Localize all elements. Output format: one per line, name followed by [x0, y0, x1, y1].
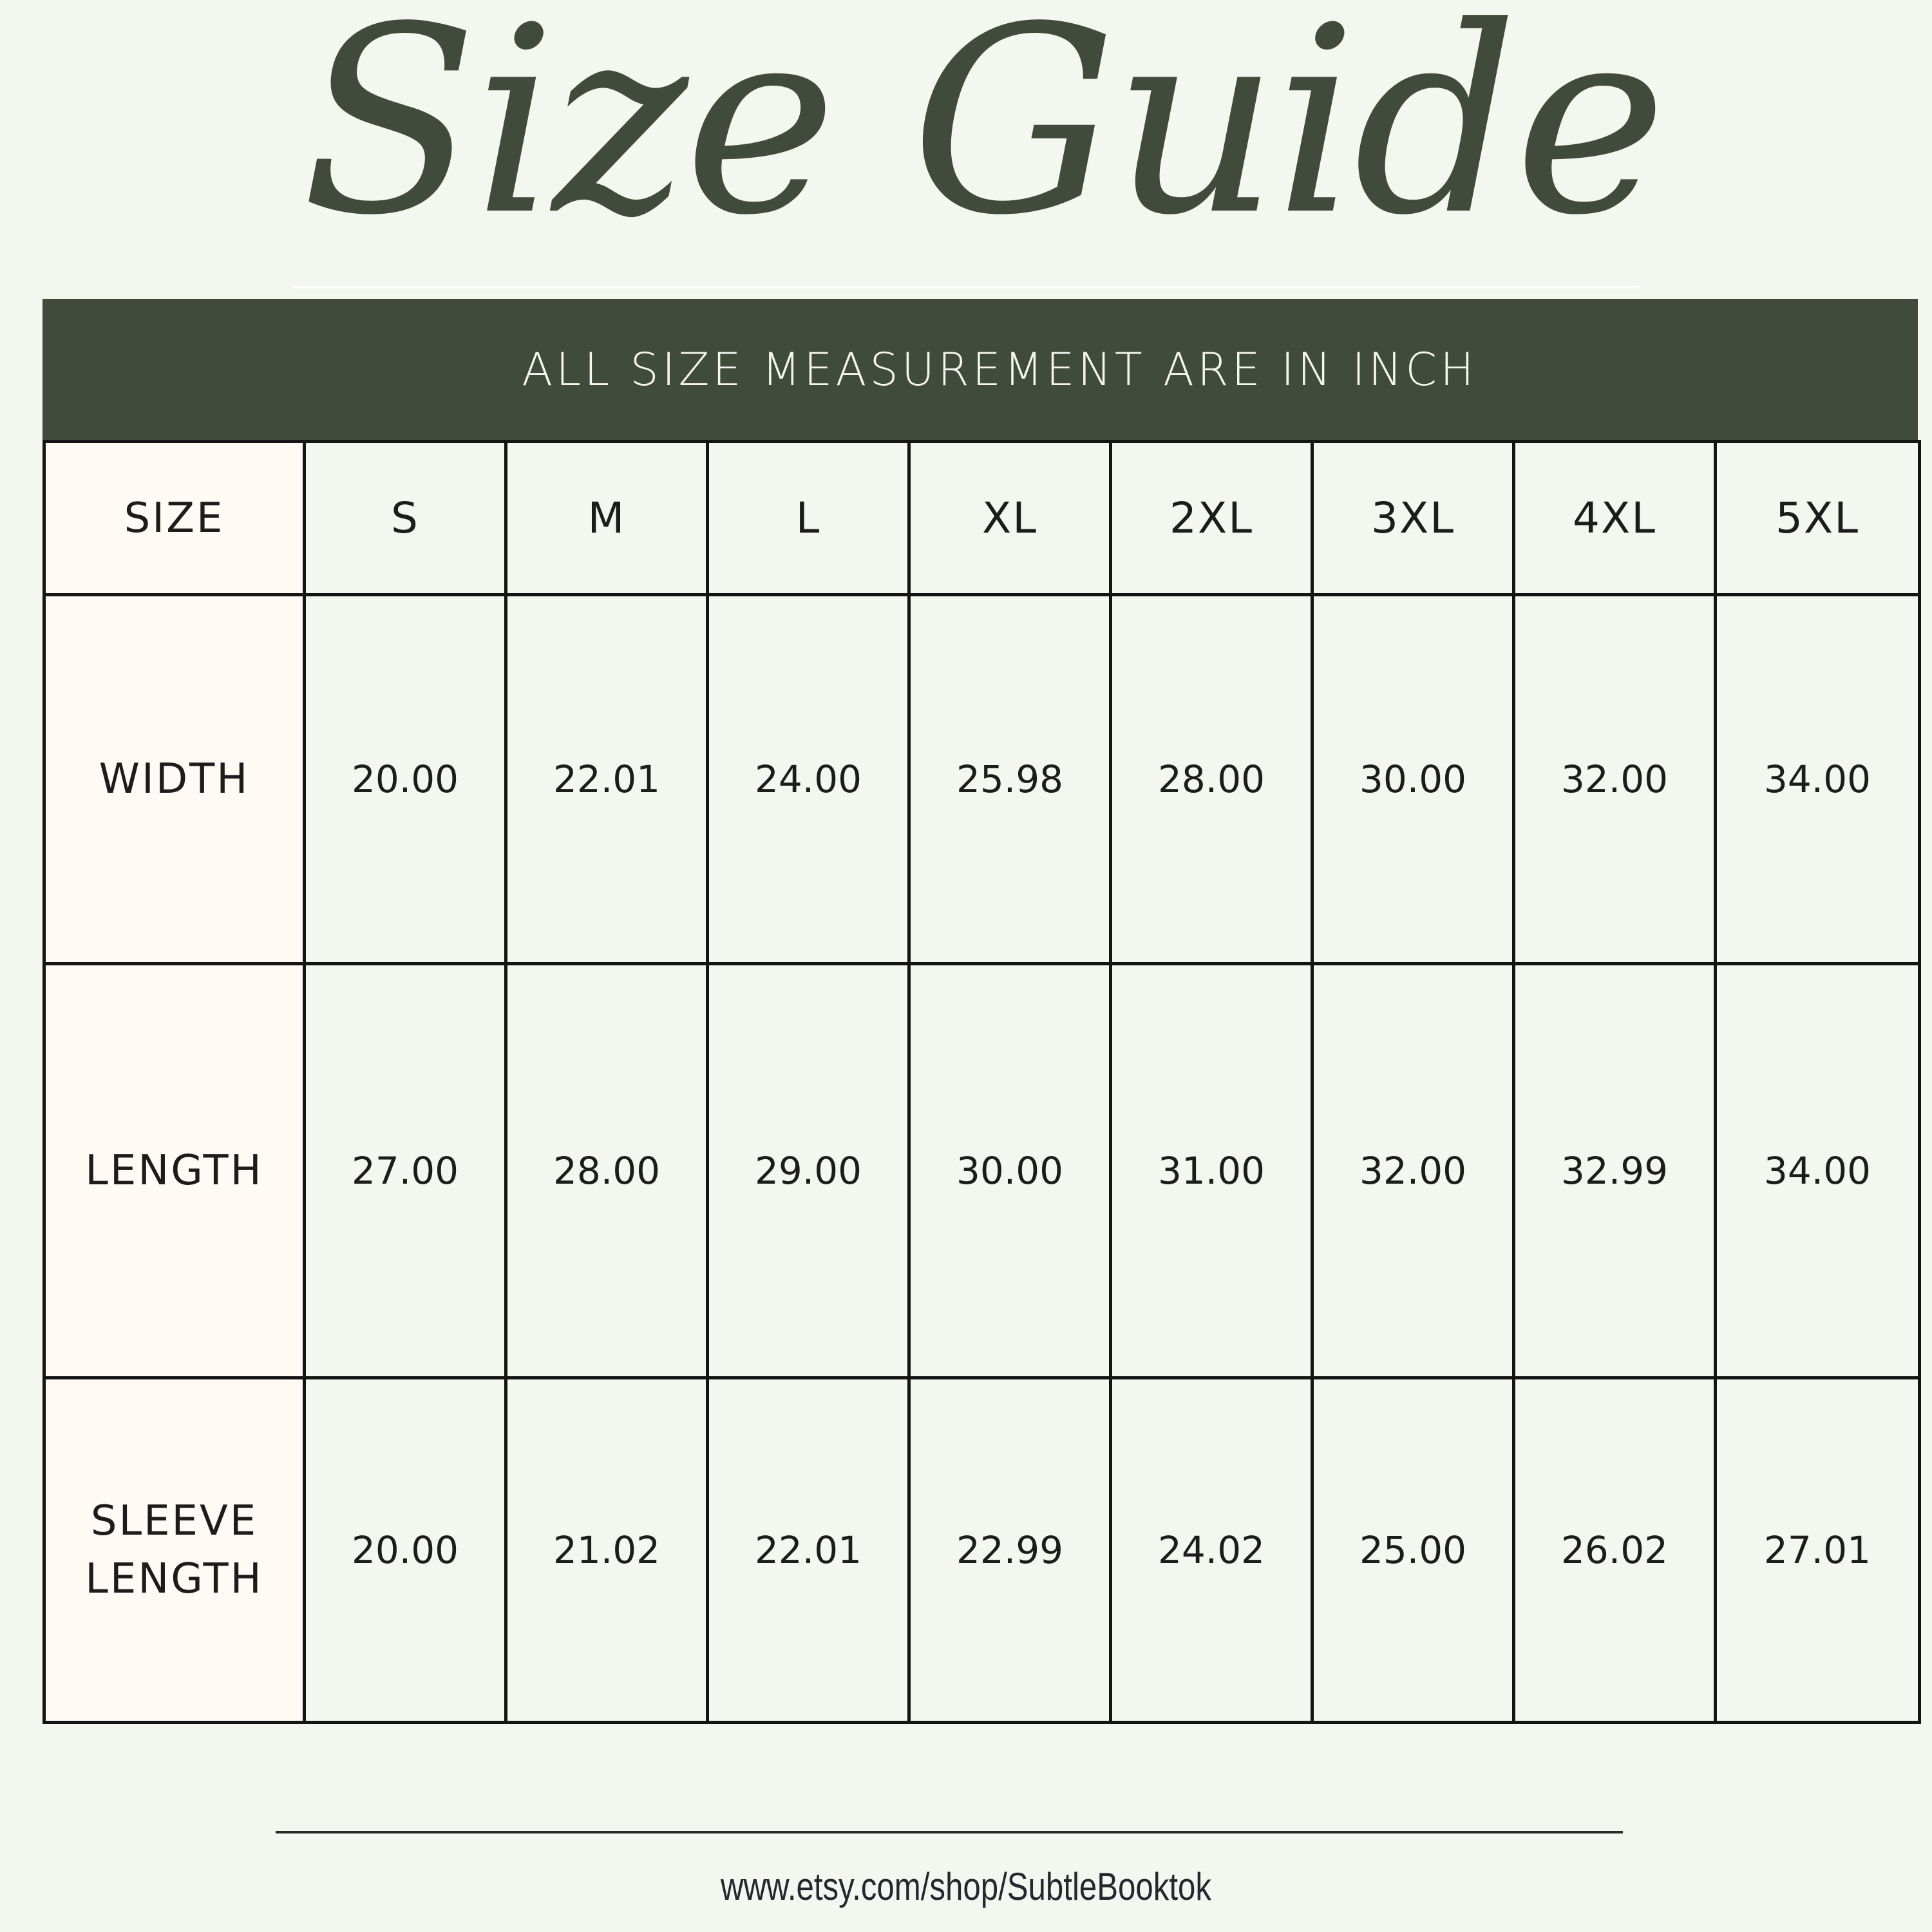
table-cell: 30.00	[909, 964, 1111, 1378]
table-cell: 20.00	[305, 1378, 506, 1723]
table-banner	[43, 299, 1918, 440]
shop-url: www.etsy.com/shop/SubtleBooktok	[720, 1865, 1212, 1908]
row-label-sleeve-length: SLEEVE LENGTH	[44, 1378, 305, 1723]
table-cell: 30.00	[1312, 595, 1514, 964]
table-cell: 25.98	[909, 595, 1111, 964]
table-cell: 32.99	[1514, 964, 1716, 1378]
table-cell: 22.01	[708, 1378, 909, 1723]
table-cell: 25.00	[1312, 1378, 1514, 1723]
size-header-m: M	[506, 442, 708, 595]
title-area	[0, 0, 1932, 277]
table-cell: 24.02	[1111, 1378, 1312, 1723]
table-cell: 34.00	[1716, 595, 1920, 964]
size-header-2xl: 2XL	[1111, 442, 1312, 595]
table-cell: 22.01	[506, 595, 708, 964]
size-table	[43, 440, 1921, 1724]
table-cell: 34.00	[1716, 964, 1920, 1378]
table-cell: 21.02	[506, 1378, 708, 1723]
table-cell: 29.00	[708, 964, 909, 1378]
footer-divider	[276, 1831, 1623, 1833]
table-cell: 27.01	[1716, 1378, 1920, 1723]
corner-label: SIZE	[44, 442, 305, 595]
table-row-length	[44, 964, 1920, 1378]
row-label-width: WIDTH	[44, 595, 305, 964]
size-header-s: S	[305, 442, 506, 595]
table-cell: 22.99	[909, 1378, 1111, 1723]
size-header-xl: XL	[909, 442, 1111, 595]
units-note: ALL SIZE MEASUREMENT ARE IN INCH	[522, 343, 1477, 396]
title-divider	[293, 286, 1639, 289]
table-cell: 24.00	[708, 595, 909, 964]
table-row-width	[44, 595, 1920, 964]
table-cell: 31.00	[1111, 964, 1312, 1378]
table-row-sleeve-length	[44, 1378, 1920, 1723]
size-chart	[43, 299, 1918, 1721]
table-row-sizes	[44, 442, 1920, 595]
table-cell: 32.00	[1514, 595, 1716, 964]
size-header-l: L	[708, 442, 909, 595]
size-header-4xl: 4XL	[1514, 442, 1716, 595]
table-cell: 32.00	[1312, 964, 1514, 1378]
table-cell: 20.00	[305, 595, 506, 964]
table-cell: 27.00	[305, 964, 506, 1378]
row-label-length: LENGTH	[44, 964, 305, 1378]
table-cell: 28.00	[506, 964, 708, 1378]
size-header-5xl: 5XL	[1716, 442, 1920, 595]
table-cell: 26.02	[1514, 1378, 1716, 1723]
table-cell: 28.00	[1111, 595, 1312, 964]
page-title: Size Guide	[301, 0, 1663, 272]
size-header-3xl: 3XL	[1312, 442, 1514, 595]
